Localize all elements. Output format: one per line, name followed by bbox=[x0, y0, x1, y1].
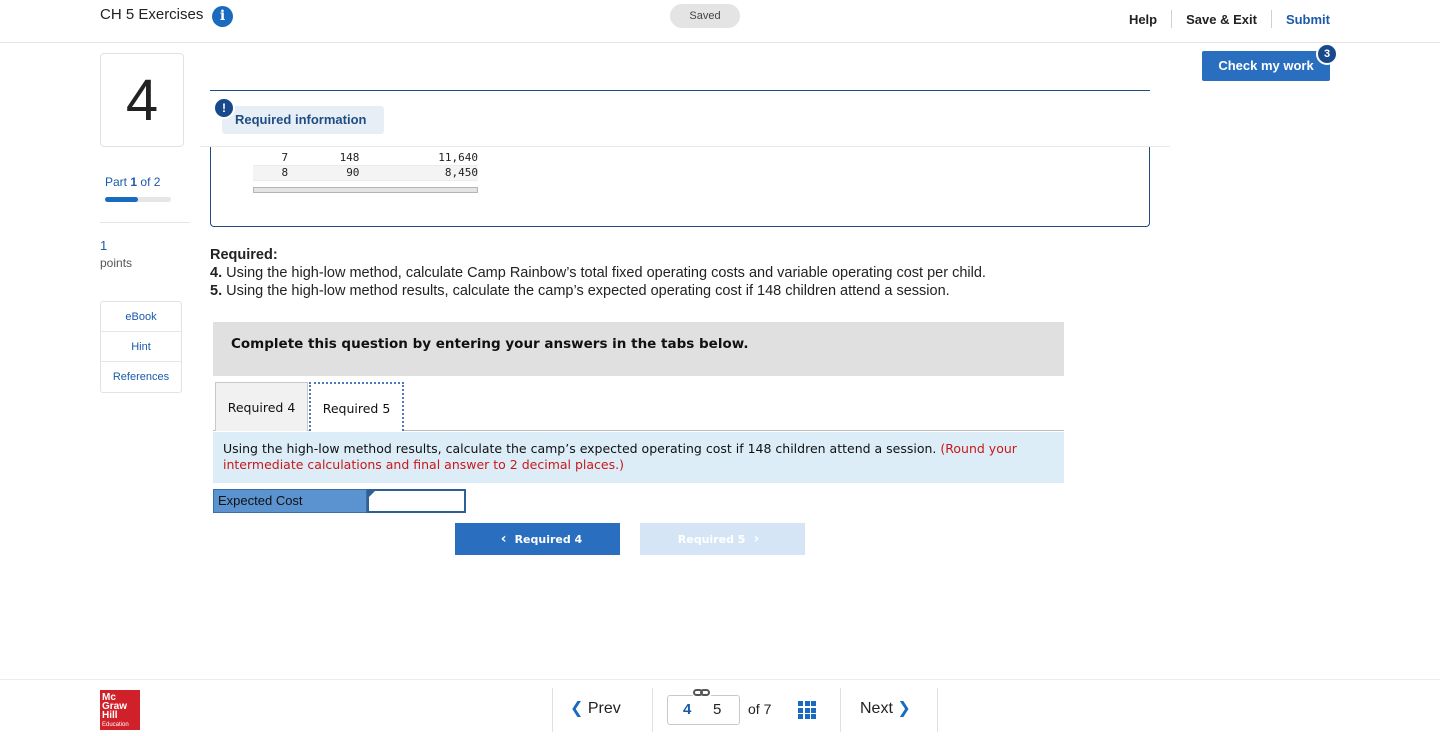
table-cell: 90 bbox=[288, 165, 359, 180]
check-count-badge: 3 bbox=[1316, 43, 1338, 65]
next-label: Next bbox=[860, 700, 893, 717]
page-selector[interactable] bbox=[667, 695, 740, 725]
assignment-title: CH 5 Exercises bbox=[100, 6, 204, 23]
submit-button[interactable]: Submit bbox=[1285, 11, 1330, 27]
required-item bbox=[210, 282, 986, 300]
next-required-button[interactable] bbox=[640, 523, 805, 555]
divider bbox=[652, 688, 653, 732]
page-current: 4 bbox=[683, 701, 692, 718]
next-question-button[interactable] bbox=[860, 698, 911, 718]
input-flag-icon bbox=[369, 491, 375, 497]
prev-question-button[interactable] bbox=[570, 698, 621, 718]
required-instructions bbox=[210, 246, 986, 300]
page-next: 5 bbox=[713, 701, 722, 718]
check-my-work-button[interactable]: Check my work bbox=[1202, 51, 1330, 81]
chevron-right-icon: › bbox=[753, 531, 760, 547]
references-link[interactable]: References bbox=[112, 371, 170, 383]
mcgraw-hill-logo bbox=[100, 690, 140, 730]
table-cell: 11,640 bbox=[359, 150, 478, 165]
chevron-right-icon: ❯ bbox=[897, 700, 911, 717]
help-button[interactable]: Help bbox=[1128, 11, 1158, 27]
hint-link[interactable]: Hint bbox=[101, 332, 181, 362]
part-total: of 2 bbox=[140, 175, 161, 189]
info-icon[interactable]: i bbox=[212, 6, 233, 27]
divider bbox=[937, 688, 938, 732]
required-item-text: Using the high-low method, calculate Camp Rainbow’s total fixed operating costs and variable operating cost per child. bbox=[226, 265, 986, 281]
answer-row bbox=[213, 489, 466, 513]
tab-required-5[interactable]: Required 5 bbox=[309, 382, 404, 431]
points-value: 1 bbox=[100, 238, 108, 253]
alert-icon: ! bbox=[213, 97, 235, 119]
logo-subtitle: Education bbox=[102, 722, 129, 728]
required-item-number: 5. bbox=[210, 283, 223, 299]
required-info-toggle[interactable]: Required information bbox=[222, 106, 384, 134]
table-cell: 8,450 bbox=[359, 165, 478, 180]
part-indicator bbox=[105, 175, 160, 189]
saved-status-badge: Saved bbox=[670, 4, 740, 28]
cost-data-table bbox=[253, 150, 478, 181]
tab-required-4[interactable]: Required 4 bbox=[215, 382, 308, 431]
part-word: Part bbox=[105, 175, 128, 189]
expected-cost-input[interactable] bbox=[367, 489, 466, 513]
prev-label: Prev bbox=[587, 700, 621, 717]
chevron-left-icon: ‹ bbox=[500, 531, 507, 547]
question-grid-icon[interactable] bbox=[798, 701, 816, 719]
table-cell: 148 bbox=[288, 150, 359, 165]
question-text: Using the high-low method results, calculate the camp’s expected operating cost if 148 children attend a session. bbox=[223, 441, 937, 456]
page-total: of 7 bbox=[748, 701, 772, 717]
prev-required-label: Required 4 bbox=[514, 533, 583, 546]
logo-line: Hill bbox=[102, 710, 118, 721]
save-exit-button[interactable]: Save & Exit bbox=[1186, 11, 1257, 27]
table-cell: 7 bbox=[253, 150, 288, 165]
required-item bbox=[210, 264, 986, 282]
table-row bbox=[253, 165, 478, 180]
required-title: Required: bbox=[210, 247, 278, 263]
chevron-left-icon: ❮ bbox=[570, 700, 584, 717]
ebook-link[interactable]: eBook bbox=[101, 302, 181, 332]
part-current: 1 bbox=[130, 175, 138, 189]
question-number: 4 bbox=[100, 53, 184, 147]
top-bar bbox=[0, 0, 1440, 43]
required-item-text: Using the high-low method results, calculate the camp’s expected operating cost if 148 children attend a session. bbox=[226, 283, 950, 299]
table-row bbox=[253, 150, 478, 165]
divider bbox=[100, 222, 190, 223]
part-progress-bar bbox=[105, 197, 171, 202]
expected-cost-label: Expected Cost bbox=[213, 489, 367, 513]
complete-instructions: Complete this question by entering your answers in the tabs below. bbox=[213, 322, 1064, 376]
required-item-number: 4. bbox=[210, 265, 223, 281]
tabs-row bbox=[213, 382, 1064, 431]
divider bbox=[840, 688, 841, 732]
logo-line: Mc bbox=[102, 692, 116, 703]
prev-required-button[interactable] bbox=[455, 523, 620, 555]
divider bbox=[552, 688, 553, 732]
points-label: points bbox=[100, 256, 133, 270]
logo-line: Graw bbox=[102, 701, 128, 712]
question-prompt bbox=[213, 432, 1064, 483]
resources-list bbox=[100, 301, 182, 393]
table-cell: 8 bbox=[253, 165, 288, 180]
top-actions bbox=[1115, 10, 1330, 28]
rounding-note: (Round your intermediate calculations and final answer to 2 decimal places.) bbox=[223, 441, 1017, 472]
next-required-label: Required 5 bbox=[677, 533, 746, 546]
link-icon bbox=[693, 688, 711, 698]
part-progress-fill bbox=[105, 197, 138, 202]
table-scrollbar[interactable] bbox=[253, 187, 478, 193]
